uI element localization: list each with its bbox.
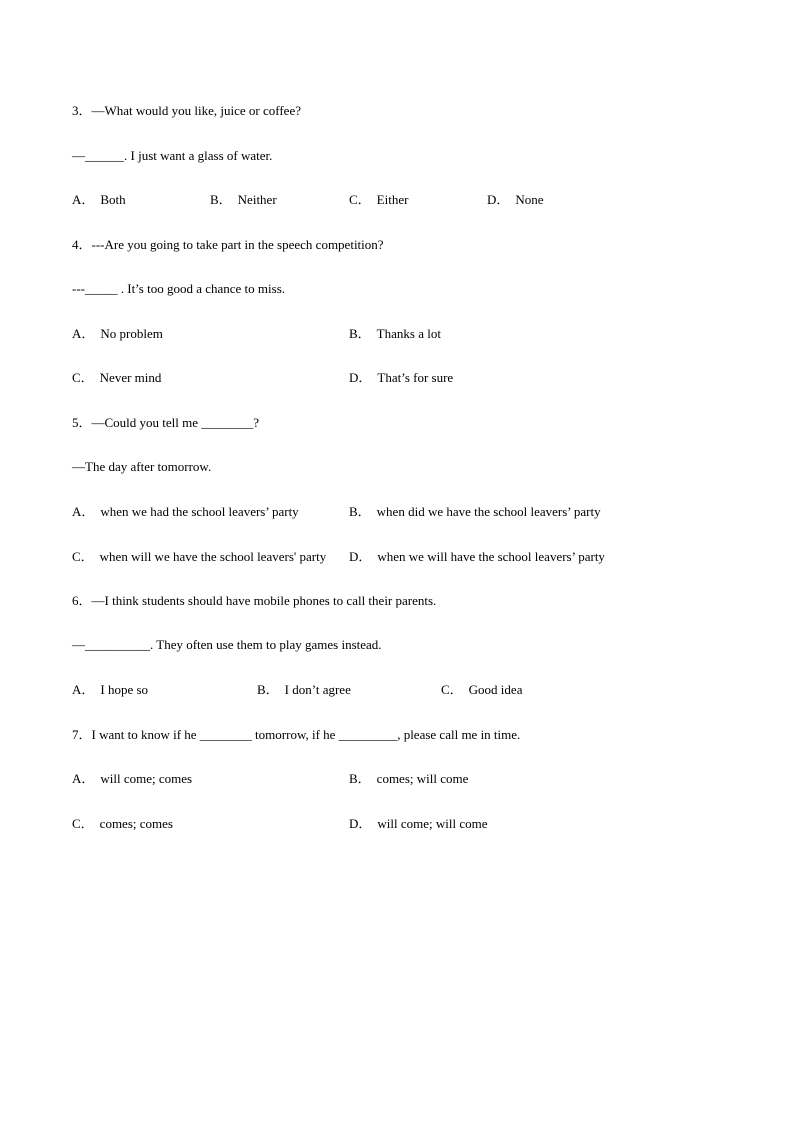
q3-option-a — [72, 192, 126, 208]
option-text: when did we have the school leavers’ party — [376, 504, 601, 519]
option-letter: C． — [72, 370, 94, 385]
option-text: Never mind — [99, 370, 162, 385]
q6-reply: —__________. They often use them to play games instead. — [72, 637, 382, 652]
option-text: comes; comes — [99, 816, 173, 831]
option-text: I don’t agree — [284, 682, 351, 697]
q5-option-d — [349, 549, 605, 565]
q6-option-c — [441, 682, 522, 698]
option-text: Thanks a lot — [376, 326, 441, 341]
option-letter: D． — [349, 549, 372, 564]
q5-option-b — [349, 504, 601, 520]
option-text: I hope so — [100, 682, 149, 697]
option-letter: C． — [72, 816, 94, 831]
q7-option-a — [72, 771, 192, 787]
q6-option-a — [72, 682, 148, 698]
option-letter: A． — [72, 504, 95, 519]
option-letter: A． — [72, 326, 95, 341]
option-text: when will we have the school leavers' party — [99, 549, 327, 564]
q6-option-b — [257, 682, 351, 698]
option-letter: B． — [349, 504, 371, 519]
option-letter: A． — [72, 771, 95, 786]
option-text: Neither — [237, 192, 277, 207]
option-text: will come; comes — [100, 771, 193, 786]
q4-option-c — [72, 370, 161, 386]
option-text: when we had the school leavers’ party — [100, 504, 299, 519]
option-letter: C． — [349, 192, 371, 207]
option-text: Either — [376, 192, 409, 207]
option-letter: A． — [72, 682, 95, 697]
option-letter: D． — [349, 816, 372, 831]
q7-option-d — [349, 816, 488, 832]
q3-option-c — [349, 192, 408, 208]
q7-option-b — [349, 771, 468, 787]
q4-option-b — [349, 326, 441, 342]
option-letter: C． — [441, 682, 463, 697]
q4-stem: 4．---Are you going to take part in the speech competition? — [72, 237, 384, 252]
q5-option-a — [72, 504, 299, 520]
option-letter: B． — [210, 192, 232, 207]
q3-option-b — [210, 192, 277, 208]
option-letter: D． — [349, 370, 372, 385]
q3-stem: 3．—What would you like, juice or coffee? — [72, 103, 301, 118]
option-text: will come; will come — [377, 816, 488, 831]
q7-option-c — [72, 816, 173, 832]
option-letter: C． — [72, 549, 94, 564]
option-text: That’s for sure — [377, 370, 454, 385]
option-letter: B． — [349, 326, 371, 341]
option-text: None — [515, 192, 544, 207]
option-letter: D． — [487, 192, 510, 207]
option-letter: B． — [349, 771, 371, 786]
option-text: Both — [100, 192, 126, 207]
q4-option-a — [72, 326, 163, 342]
option-text: Good idea — [468, 682, 523, 697]
q6-stem: 6．—I think students should have mobile phones to call their parents. — [72, 593, 437, 608]
option-text: comes; will come — [376, 771, 469, 786]
q3-option-d — [487, 192, 544, 208]
q5-option-c — [72, 549, 326, 565]
option-text: No problem — [100, 326, 163, 341]
q3-reply: —______. I just want a glass of water. — [72, 148, 273, 163]
option-text: when we will have the school leavers’ party — [377, 549, 605, 564]
option-letter: A． — [72, 192, 95, 207]
q4-option-d — [349, 370, 453, 386]
option-letter: B． — [257, 682, 279, 697]
q5-stem: 5．—Could you tell me ________? — [72, 415, 260, 430]
q7-stem: 7．I want to know if he ________ tomorrow, if he _________, please call me in time. — [72, 727, 521, 742]
q4-reply: ---_____ . It’s too good a chance to miss. — [72, 281, 286, 296]
q5-reply: —The day after tomorrow. — [72, 459, 212, 474]
